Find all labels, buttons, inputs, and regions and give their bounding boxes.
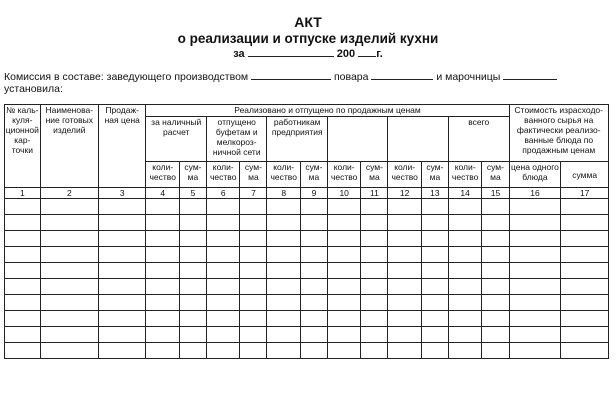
table-cell[interactable]: [327, 247, 360, 263]
date-year: 200: [336, 48, 356, 60]
table-cell[interactable]: [448, 295, 481, 311]
table-cell[interactable]: [240, 327, 267, 343]
table-cell[interactable]: [482, 343, 509, 359]
table-cell[interactable]: [98, 295, 146, 311]
header-sum: сум- ма: [240, 162, 267, 188]
table-cell[interactable]: [448, 279, 481, 295]
header-qty: коли- чество: [267, 162, 300, 188]
header-workers: работникам предприятия: [267, 117, 327, 162]
table-cell[interactable]: [482, 199, 509, 215]
table-cell[interactable]: [482, 247, 509, 263]
table-cell[interactable]: [300, 231, 327, 247]
table-cell[interactable]: [98, 279, 146, 295]
table-cell[interactable]: [240, 311, 267, 327]
table-cell[interactable]: [448, 231, 481, 247]
table-cell[interactable]: [361, 343, 388, 359]
table-cell[interactable]: [327, 199, 360, 215]
table-cell[interactable]: [361, 311, 388, 327]
table-cell[interactable]: [421, 215, 448, 231]
table-cell[interactable]: [509, 199, 561, 215]
table-cell[interactable]: [482, 295, 509, 311]
table-cell[interactable]: [361, 199, 388, 215]
table-cell[interactable]: [561, 231, 609, 247]
table-cell[interactable]: [40, 311, 98, 327]
table-cell[interactable]: [146, 231, 179, 247]
table-cell[interactable]: [561, 199, 609, 215]
table-cell[interactable]: [421, 231, 448, 247]
table-cell[interactable]: [561, 279, 609, 295]
table-cell[interactable]: [179, 215, 206, 231]
act-subtitle: о реализации и отпуске изделий кухни: [177, 31, 439, 46]
date-suffix: г.: [376, 48, 383, 60]
table-cell[interactable]: [300, 311, 327, 327]
table-cell[interactable]: [561, 311, 609, 327]
column-number: 5: [179, 188, 206, 199]
table-cell[interactable]: [509, 215, 561, 231]
column-number: 11: [361, 188, 388, 199]
commission-text: [4, 70, 612, 95]
table-cell[interactable]: [5, 231, 41, 247]
table-cell[interactable]: [206, 199, 239, 215]
table-cell[interactable]: [179, 263, 206, 279]
table-cell[interactable]: [5, 311, 41, 327]
column-number: 15: [482, 188, 509, 199]
date-prefix: за: [233, 48, 245, 60]
column-number-row: [5, 188, 609, 199]
table-cell[interactable]: [561, 263, 609, 279]
table-cell[interactable]: [40, 279, 98, 295]
table-cell[interactable]: [146, 199, 179, 215]
header-qty: коли- чество: [388, 162, 421, 188]
header-blank-2: [388, 117, 448, 162]
column-number: 8: [267, 188, 300, 199]
table-cell[interactable]: [98, 215, 146, 231]
column-number: 13: [421, 188, 448, 199]
table-row: [5, 327, 609, 343]
column-number: 9: [300, 188, 327, 199]
table-row: [5, 343, 609, 359]
column-number: 17: [561, 188, 609, 199]
table-cell[interactable]: [388, 247, 421, 263]
table-cell[interactable]: [482, 231, 509, 247]
table-cell[interactable]: [421, 343, 448, 359]
table-row: [5, 215, 609, 231]
table-cell[interactable]: [509, 327, 561, 343]
table-row: [5, 231, 609, 247]
table-cell[interactable]: [300, 263, 327, 279]
table-cell[interactable]: [388, 215, 421, 231]
header-sum: сум- ма: [361, 162, 388, 188]
table-cell[interactable]: [240, 215, 267, 231]
table-cell[interactable]: [98, 327, 146, 343]
table-cell[interactable]: [561, 295, 609, 311]
table-cell[interactable]: [240, 199, 267, 215]
table-cell[interactable]: [206, 215, 239, 231]
table-cell[interactable]: [509, 295, 561, 311]
table-cell[interactable]: [482, 327, 509, 343]
table-cell[interactable]: [40, 231, 98, 247]
table-cell[interactable]: [179, 327, 206, 343]
column-number: 10: [327, 188, 360, 199]
header-cost-group: Стоимость израсходо- ванного сырья на фактически реализо- ванные блюда по продажным ценам: [509, 105, 608, 162]
table-cell[interactable]: [327, 343, 360, 359]
table-cell[interactable]: [40, 247, 98, 263]
table-cell[interactable]: [327, 279, 360, 295]
table-row: [5, 295, 609, 311]
table-cell[interactable]: [300, 199, 327, 215]
table-cell[interactable]: [421, 247, 448, 263]
table-cell[interactable]: [388, 279, 421, 295]
table-cell[interactable]: [146, 247, 179, 263]
table-cell[interactable]: [206, 247, 239, 263]
commission-part3: и марочницы: [436, 71, 501, 83]
act-title: АКТ: [294, 14, 322, 30]
column-number: 6: [206, 188, 239, 199]
marker-blank[interactable]: [503, 70, 557, 80]
table-cell[interactable]: [98, 343, 146, 359]
table-cell[interactable]: [561, 343, 609, 359]
table-cell[interactable]: [5, 327, 41, 343]
header-sold-group: Реализовано и отпущено по продажным ценам: [146, 105, 509, 117]
table-cell[interactable]: [448, 199, 481, 215]
header-qty: коли- чество: [206, 162, 239, 188]
table-row: [5, 311, 609, 327]
table-cell[interactable]: [206, 327, 239, 343]
table-cell[interactable]: [509, 247, 561, 263]
table-cell[interactable]: [300, 215, 327, 231]
table-cell[interactable]: [267, 231, 300, 247]
table-cell[interactable]: [267, 279, 300, 295]
table-cell[interactable]: [98, 263, 146, 279]
table-cell[interactable]: [327, 215, 360, 231]
table-cell[interactable]: [327, 263, 360, 279]
header-qty: коли- чество: [327, 162, 360, 188]
table-cell[interactable]: [179, 199, 206, 215]
table-cell[interactable]: [448, 215, 481, 231]
table-cell[interactable]: [361, 295, 388, 311]
table-cell[interactable]: [448, 327, 481, 343]
table-cell[interactable]: [361, 231, 388, 247]
header-sum: сум- ма: [179, 162, 206, 188]
table-cell[interactable]: [206, 311, 239, 327]
table-cell[interactable]: [561, 327, 609, 343]
table-cell[interactable]: [300, 327, 327, 343]
header-cash: за наличный расчет: [146, 117, 206, 162]
table-cell[interactable]: [509, 263, 561, 279]
table-cell[interactable]: [179, 295, 206, 311]
table-cell[interactable]: [267, 343, 300, 359]
table-cell[interactable]: [179, 279, 206, 295]
table-cell[interactable]: [327, 311, 360, 327]
table-cell[interactable]: [40, 215, 98, 231]
table-cell[interactable]: [5, 263, 41, 279]
table-cell[interactable]: [448, 247, 481, 263]
table-cell[interactable]: [240, 295, 267, 311]
table-cell[interactable]: [327, 327, 360, 343]
date-blank[interactable]: [248, 47, 334, 57]
header-calc-card-no: № каль- куля- ционной кар- точки: [5, 105, 41, 188]
table-cell[interactable]: [179, 343, 206, 359]
table-cell[interactable]: [240, 231, 267, 247]
table-cell[interactable]: [388, 311, 421, 327]
table-cell[interactable]: [267, 327, 300, 343]
table-cell[interactable]: [146, 295, 179, 311]
table-row: [5, 247, 609, 263]
table-cell[interactable]: [267, 295, 300, 311]
column-number: 16: [509, 188, 561, 199]
act-table: [4, 104, 609, 359]
table-cell[interactable]: [361, 279, 388, 295]
table-cell[interactable]: [5, 247, 41, 263]
column-number: 1: [5, 188, 41, 199]
table-cell[interactable]: [240, 263, 267, 279]
column-number: 7: [240, 188, 267, 199]
table-cell[interactable]: [300, 295, 327, 311]
table-cell[interactable]: [300, 343, 327, 359]
table-cell[interactable]: [206, 263, 239, 279]
header-sum: сум- ма: [482, 162, 509, 188]
table-cell[interactable]: [40, 327, 98, 343]
table-cell[interactable]: [40, 295, 98, 311]
table-row: [5, 199, 609, 215]
header-blank-1: [327, 117, 387, 162]
table-cell[interactable]: [267, 311, 300, 327]
column-number: 2: [40, 188, 98, 199]
table-cell[interactable]: [267, 199, 300, 215]
table-cell[interactable]: [509, 279, 561, 295]
table-cell[interactable]: [179, 311, 206, 327]
table-cell[interactable]: [5, 343, 41, 359]
table-cell[interactable]: [179, 231, 206, 247]
table-cell[interactable]: [388, 199, 421, 215]
header-sum: сум- ма: [421, 162, 448, 188]
table-cell[interactable]: [300, 247, 327, 263]
table-cell[interactable]: [327, 295, 360, 311]
header-qty: коли- чество: [448, 162, 481, 188]
table-cell[interactable]: [146, 279, 179, 295]
header-dish-price: цена одного блюда: [509, 162, 561, 188]
table-cell[interactable]: [482, 311, 509, 327]
cook-blank[interactable]: [371, 70, 433, 80]
header-cost-sum: сумма: [561, 162, 609, 188]
table-cell[interactable]: [146, 311, 179, 327]
table-cell[interactable]: [179, 247, 206, 263]
table-row: [5, 263, 609, 279]
table-cell[interactable]: [206, 295, 239, 311]
table-cell[interactable]: [448, 311, 481, 327]
table-cell[interactable]: [240, 247, 267, 263]
table-cell[interactable]: [421, 279, 448, 295]
table-cell[interactable]: [5, 295, 41, 311]
header-qty: коли- чество: [146, 162, 179, 188]
table-cell[interactable]: [40, 263, 98, 279]
header-buffets: отпущено буфетам и мелкороз- ничной сети: [206, 117, 266, 162]
table-cell[interactable]: [509, 311, 561, 327]
commission-part1: Комиссия в составе: заведующего производством: [4, 71, 249, 83]
header-product-name: Наименова- ние готовых изделий: [40, 105, 98, 188]
table-cell[interactable]: [40, 343, 98, 359]
table-cell[interactable]: [561, 247, 609, 263]
table-cell[interactable]: [388, 231, 421, 247]
table-cell[interactable]: [561, 215, 609, 231]
table-cell[interactable]: [361, 263, 388, 279]
table-cell[interactable]: [40, 199, 98, 215]
table-cell[interactable]: [146, 215, 179, 231]
table-cell[interactable]: [388, 343, 421, 359]
table-cell[interactable]: [267, 215, 300, 231]
table-cell[interactable]: [509, 231, 561, 247]
header-sum: сум- ма: [300, 162, 327, 188]
table-cell[interactable]: [267, 263, 300, 279]
table-cell[interactable]: [361, 327, 388, 343]
table-cell[interactable]: [146, 327, 179, 343]
table-cell[interactable]: [421, 199, 448, 215]
table-cell[interactable]: [482, 263, 509, 279]
table-cell[interactable]: [300, 279, 327, 295]
table-cell[interactable]: [448, 343, 481, 359]
table-cell[interactable]: [327, 231, 360, 247]
table-cell[interactable]: [361, 247, 388, 263]
commission-part2: повара: [333, 71, 369, 83]
table-cell[interactable]: [388, 295, 421, 311]
table-cell[interactable]: [98, 311, 146, 327]
table-cell[interactable]: [146, 343, 179, 359]
table-cell[interactable]: [240, 343, 267, 359]
table-row: [5, 279, 609, 295]
commission-part4: установила:: [4, 83, 63, 95]
table-cell[interactable]: [5, 215, 41, 231]
year-blank[interactable]: [358, 47, 376, 57]
column-number: 4: [146, 188, 179, 199]
table-cell[interactable]: [98, 231, 146, 247]
column-number: 12: [388, 188, 421, 199]
table-cell[interactable]: [206, 343, 239, 359]
table-cell[interactable]: [267, 247, 300, 263]
column-number: 3: [98, 188, 146, 199]
table-cell[interactable]: [5, 279, 41, 295]
table-cell[interactable]: [146, 263, 179, 279]
table-cell[interactable]: [240, 279, 267, 295]
table-cell[interactable]: [206, 279, 239, 295]
table-cell[interactable]: [388, 263, 421, 279]
table-cell[interactable]: [206, 231, 239, 247]
column-number: 14: [448, 188, 481, 199]
table-cell[interactable]: [5, 199, 41, 215]
table-cell[interactable]: [388, 327, 421, 343]
table-cell[interactable]: [98, 247, 146, 263]
header-total: всего: [448, 117, 509, 162]
table-cell[interactable]: [482, 279, 509, 295]
table-cell[interactable]: [98, 199, 146, 215]
table-cell[interactable]: [361, 215, 388, 231]
table-cell[interactable]: [482, 215, 509, 231]
table-cell[interactable]: [421, 263, 448, 279]
table-cell[interactable]: [421, 311, 448, 327]
header-sale-price: Продаж- ная цена: [98, 105, 146, 188]
production-manager-blank[interactable]: [251, 70, 331, 80]
table-cell[interactable]: [421, 295, 448, 311]
act-date-line: [0, 47, 616, 60]
table-cell[interactable]: [509, 343, 561, 359]
table-cell[interactable]: [421, 327, 448, 343]
table-cell[interactable]: [448, 263, 481, 279]
